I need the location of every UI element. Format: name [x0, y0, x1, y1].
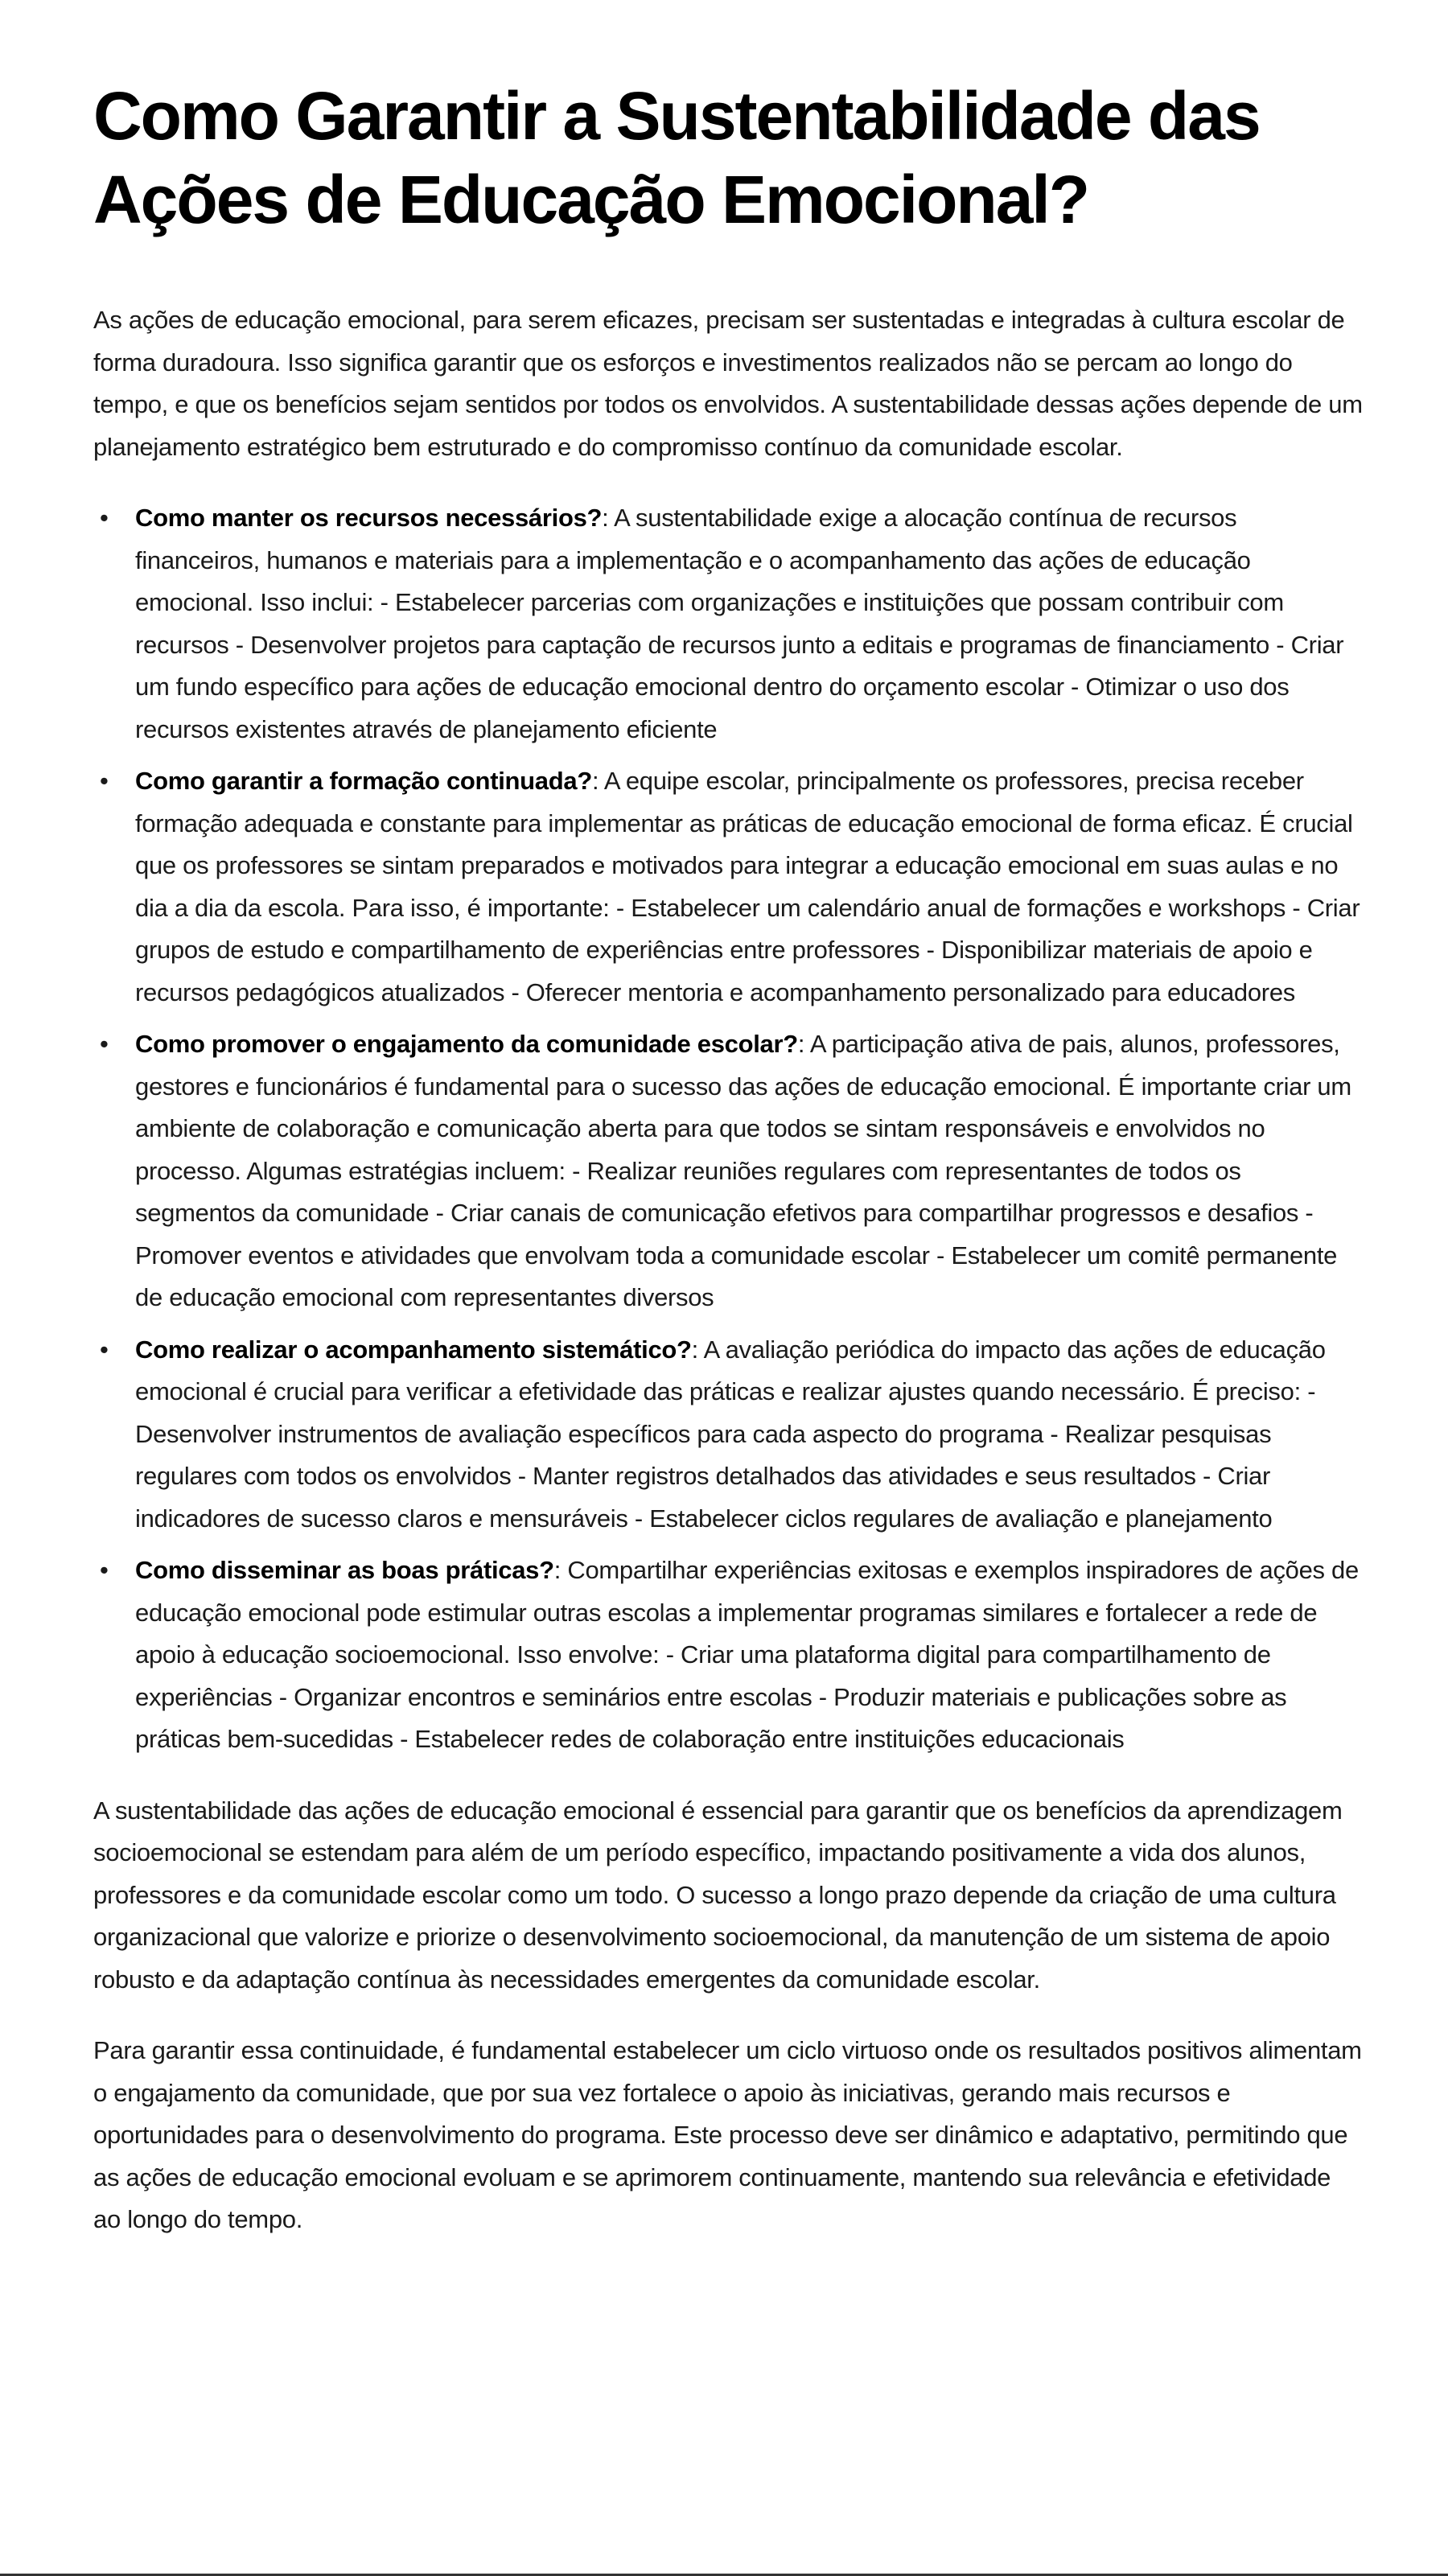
item-heading: Como promover o engajamento da comunidade escolar?: [135, 1030, 798, 1058]
page-title: Como Garantir a Sustentabilidade das Ações de Educação Emocional?: [93, 78, 1260, 237]
item-text: : A equipe escolar, principalmente os professores, precisa receber formação adequada e constante para implementar as práticas de educação emocional de forma eficaz. É crucial que os professores se sintam preparados e motivados para integrar a educação emocional em suas aulas e no dia a dia da escola. Para isso, é importante: - Estabelecer um calendário anual de formações e workshops - Criar grupos de estudo e compartilhamento de experiências entre professores - Disponibilizar materiais de apoio e recursos pedagógicos atualizados - Oferecer mentoria e acompanhamento personalizado para educadores: [135, 767, 1360, 1006]
list-item: [100, 497, 1364, 751]
bullet-icon: •: [100, 504, 109, 532]
item-text: : Compartilhar experiências exitosas e exemplos inspiradores de ações de educação emocional pode estimular outras escolas a implementar programas similares e fortalecer a rede de apoio à educação socioemocional. Isso envolve: - Criar uma plataforma digital para compartilhamento de experiências - Organizar encontros e seminários entre escolas - Produzir materiais e publicações sobre as práticas bem-sucedidas - Estabelecer redes de colaboração entre instituições educacionais: [135, 1556, 1359, 1753]
list-item: [100, 760, 1364, 1014]
conclusion-paragraph: Para garantir essa continuidade, é fundamental estabelecer um ciclo virtuoso onde os resultados positivos alimentam o engajamento da comunidade, que por sua vez fortalece o apoio às iniciativas, gerando mais recursos e oportunidades para o desenvolvimento do programa. Este processo deve ser dinâmico e adaptativo, permitindo que as ações de educação emocional evoluam e se aprimorem continuamente, mantendo sua relevância e efetividade ao longo do tempo.: [93, 2036, 1362, 2233]
bullet-icon: •: [100, 1556, 109, 1584]
list-item: [100, 1023, 1364, 1319]
conclusion-paragraph: A sustentabilidade das ações de educação emocional é essencial para garantir que os benefícios da aprendizagem socioemocional se estendam para além de um período específico, impactando positivamente a vida dos alunos, professores e da comunidade escolar como um todo. O sucesso a longo prazo depende da criação de uma cultura organizacional que valorize e priorize o desenvolvimento socioemocional, da manutenção de um sistema de apoio robusto e da adaptação contínua às necessidades emergentes da comunidade escolar.: [93, 1796, 1343, 1994]
list-item: [100, 1329, 1364, 1541]
article: [93, 74, 1364, 2270]
item-text: : A participação ativa de pais, alunos, professores, gestores e funcionários é fundamental para o sucesso das ações de educação emocional. É importante criar um ambiente de colaboração e comunicação aberta para que todos se sintam responsáveis e envolvidos no processo. Algumas estratégias incluem: - Realizar reuniões regulares com representantes de todos os segmentos da comunidade - Criar canais de comunicação efetivos para compartilhar progressos e desafios - Promover eventos e atividades que envolvam toda a comunidade escolar - Estabelecer um comitê permanente de educação emocional com representantes diversos: [135, 1030, 1351, 1311]
intro-paragraph: As ações de educação emocional, para serem eficazes, precisam ser sustentadas e integradas à cultura escolar de forma duradoura. Isso significa garantir que os esforços e investimentos realizados não se percam ao longo do tempo, e que os benefícios sejam sentidos por todos os envolvidos. A sustentabilidade dessas ações depende de um planejamento estratégico bem estruturado e do compromisso contínuo da comunidade escolar.: [93, 306, 1363, 461]
bullet-icon: •: [100, 1335, 109, 1364]
item-heading: Como garantir a formação continuada?: [135, 767, 592, 795]
list-item: [100, 1549, 1364, 1761]
questions-list: [93, 497, 1364, 1761]
bullet-icon: •: [100, 1030, 109, 1058]
item-text: : A avaliação periódica do impacto das ações de educação emocional é crucial para verificar a efetividade das práticas e realizar ajustes quando necessário. É preciso: - Desenvolver instrumentos de avaliação específicos para cada aspecto do programa - Realizar pesquisas regulares com todos os envolvidos - Manter registros detalhados das atividades e seus resultados - Criar indicadores de sucesso claros e mensuráveis - Estabelecer ciclos regulares de avaliação e planejamento: [135, 1335, 1326, 1533]
item-heading: Como manter os recursos necessários?: [135, 504, 603, 532]
bullet-icon: •: [100, 767, 109, 795]
item-heading: Como disseminar as boas práticas?: [135, 1556, 554, 1584]
item-heading: Como realizar o acompanhamento sistemático?: [135, 1335, 692, 1364]
item-text: : A sustentabilidade exige a alocação contínua de recursos financeiros, humanos e materiais para a implementação e o acompanhamento das ações de educação emocional. Isso inclui: - Estabelecer parcerias com organizações e instituições que possam contribuir com recursos - Desenvolver projetos para captação de recursos junto a editais e programas de financiamento - Criar um fundo específico para ações de educação emocional dentro do orçamento escolar - Otimizar o uso dos recursos existentes através de planejamento eficiente: [135, 504, 1344, 743]
